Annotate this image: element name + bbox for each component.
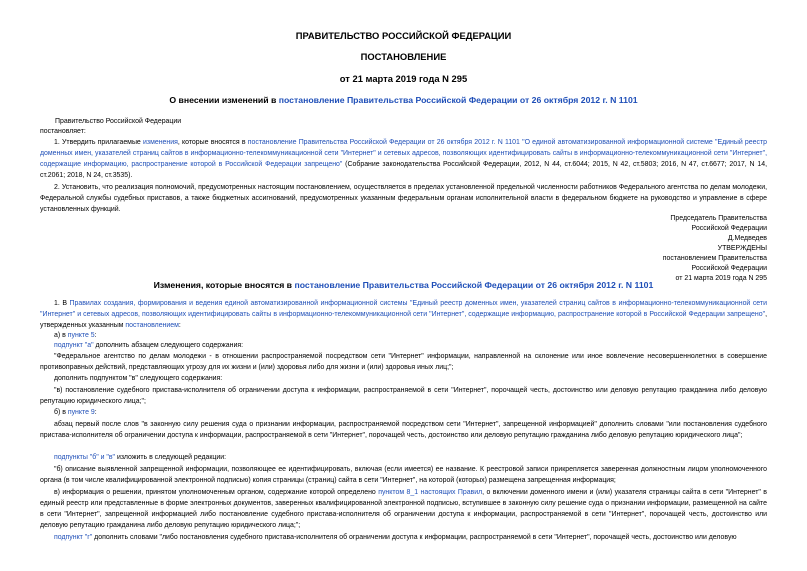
link-subpoints-b-v[interactable]: подпункты "б" и "в" [54, 454, 116, 461]
changes-paragraph-1 [40, 298, 767, 331]
changes-p1-link-resolution[interactable]: постановлением [125, 322, 179, 330]
item-1-text-a: 1. Утвердить прилагаемые [54, 139, 144, 146]
subitem-b-line [54, 408, 97, 418]
link-subpoint-g[interactable]: подпункт "г" [54, 534, 93, 541]
changes-title-link-resolution[interactable]: постановление Правительства Российской Федерации от 26 октября 2012 г. N 1101 [294, 280, 654, 290]
item-1-text-c: (Собрание законодательства Российской Федерации, 2012, N 44, ст.6044; 2015, N 42, ст.5803; 2016, N 47, ст.6677; 2017, N 14, ст.2061; 2018, N 24, ст.3535). [40, 161, 767, 180]
changes-title [0, 280, 807, 291]
item-1-paragraph [40, 137, 767, 181]
approved-line-4: от 21 марта 2019 года N 295 [675, 275, 767, 282]
link-point-8-1[interactable]: пунктом 8_1 настоящих Правил [378, 489, 483, 496]
document-title [0, 95, 807, 106]
approved-line-2: постановлением Правительства [662, 255, 767, 262]
item-1-link-resolution[interactable]: постановление Правительства Российской Федерации от 26 октября 2012 г. N 1101 "О единой автоматизированной информационной системе "Единый реестр доменных имен, указателей страниц сайтов в информационно-телекоммуникационной сети "Интернет" и сетевых адресов, позволяющих идентифицировать сайты в информационно-телекоммуникационной сети "Интернет", содержащие информацию, распространение которой в Российской Федерации запрещено" [40, 139, 768, 169]
subpoints-bv-line [54, 453, 226, 463]
subitem-a-post: : [94, 332, 97, 339]
preamble-line-1: Правительство Российской Федерации [55, 118, 182, 125]
title-link-resolution-1101[interactable]: постановление Правительства Российской Федерации от 26 октября 2012 г. N 1101 [278, 95, 638, 105]
quote-4-pre: в) информация о решении, принятом уполномоченным органом, содержание которой определено [54, 489, 379, 496]
item-1-text-b: , которые вносятся в [177, 139, 248, 146]
changes-p1-text-b: , утвержденных указанным [40, 311, 767, 330]
subpoint-a-post: дополнить абзацем следующего содержания: [93, 342, 244, 349]
preamble-line-2: постановляет: [40, 128, 86, 135]
changes-p1-text-a: 1. В [54, 300, 70, 307]
changes-title-prefix: Изменения, которые вносятся в [153, 280, 295, 290]
link-point-5[interactable]: пункте 5 [67, 332, 95, 339]
quote-paragraph-3: "б) описание выявленной запрещенной информации, позволяющее ее идентифицировать, включая (если имеется) ее название. К реестровой записи прикрепляется заверенная должностным лицом уполномоченного органа (в том числе квалифицированной электронной подписью) копия страницы (страниц) сайта в сети "Интернет", на которой (которых) размещена запрещенная информация; [40, 466, 767, 485]
changes-p1-link-rules[interactable]: Правилах создания, формирования и ведения единой автоматизированной информационной системы "Единый реестр доменных имен, указателей страниц сайтов в информационно-телекоммуникационной сети "Интернет" и сетевых адресов, позволяющих идентифицировать сайты в информационно-телекоммуникационной сети "Интернет", содержащие информацию, распространение которой в Российской Федерации запрещено" [40, 300, 767, 319]
subitem-a-line [54, 331, 97, 341]
signature-line-2: Российской Федерации [691, 225, 767, 232]
link-point-9[interactable]: пункте 9 [67, 409, 95, 416]
signature-line-3: Д.Медведев [727, 235, 767, 242]
approved-line-1: УТВЕРЖДЕНЫ [717, 245, 767, 252]
subpoints-bv-post: изложить в следующей редакции: [115, 454, 227, 461]
link-subpoint-a[interactable]: подпункт "а" [54, 342, 94, 349]
government-heading: ПРАВИТЕЛЬСТВО РОССИЙСКОЙ ФЕДЕРАЦИИ [295, 30, 512, 41]
changes-p1-text-c: : [178, 322, 181, 330]
quote-paragraph-4 [40, 487, 767, 531]
subitem-a-pre: а) в [54, 332, 68, 339]
signature-line-1: Председатель Правительства [670, 215, 767, 222]
document-date-number: от 21 марта 2019 года N 295 [339, 73, 468, 84]
item-2-paragraph: 2. Установить, что реализация полномочий, предусмотренных настоящим постановлением, осуществляется в пределах установленной предельной численности работников Федерального агентства по делам молодежи, Федеральной службы судебных приставов, а также бюджетных ассигнований, предусмотренных указанным федеральным органам исполнительной власти в федеральном бюджете на руководство и управление в сфере установленных функций. [40, 184, 767, 214]
item-1-link-changes[interactable]: изменения [143, 139, 178, 146]
quote-4-post: , о включении доменного имени и (или) указателя страницы сайта в сети "Интернет" в единый реестр или представленные в форме электронных документов, заверенных квалифицированной электронной подписью, вступившее в законную силу решение суда о признании информации, размещенной на сайте в сети "Интернет", запрещенной информацией либо постановление судебного пристава-исполнителя об ограничении доступа к информации, распространяемой в сети "Интернет", порочащей честь, достоинство или деловую репутацию гражданина либо деловую репутацию юридического лица;"; [40, 489, 767, 530]
quote-paragraph-2: "в) постановление судебного пристава-исполнителя об ограничении доступа к информации, распространяемой в сети "Интернет", порочащей честь, достоинство или деловую репутацию гражданина либо деловую репутацию юридического лица;"; [40, 387, 767, 406]
approved-line-3: Российской Федерации [691, 265, 767, 272]
subitem-b-pre: б) в [54, 409, 68, 416]
subpoint-a-line [54, 341, 243, 351]
subpoint-g-paragraph [40, 532, 767, 543]
quote-paragraph-1: "Федеральное агентство по делам молодежи - в отношении распространяемой посредством сети "Интернет" информации, направленной на склонение или иное вовлечение несовершеннолетних в совершение противоправных действий, представляющих угрозу для их жизни и (или) здоровья либо для жизни и (или) здоровья иных лиц;"; [40, 353, 767, 372]
document-title-prefix: О внесении изменений в [169, 95, 279, 105]
subpoint-g-post: дополнить словами "либо постановления судебного пристава-исполнителя об ограничении доступа к информации, распространяемой в сети "Интернет", порочащей честь, достоинство или деловую [92, 534, 737, 541]
document-type-heading: ПОСТАНОВЛЕНИЕ [360, 51, 447, 62]
subitem-b-post: : [94, 409, 97, 416]
add-subpoint-v-line: дополнить подпунктом "в" следующего содержания: [54, 375, 223, 382]
subitem-b-paragraph: абзац первый после слов "в законную силу решения суда о признании информации, распространяемой посредством сети "Интернет", запрещенной информацией" дополнить словами "или постановления судебного пристава-исполнителя об ограничении доступа к информации, распространяемой в сети "Интернет", порочащей честь, достоинство или деловую репутацию гражданина либо деловую репутацию юридического лица"; [40, 421, 767, 440]
